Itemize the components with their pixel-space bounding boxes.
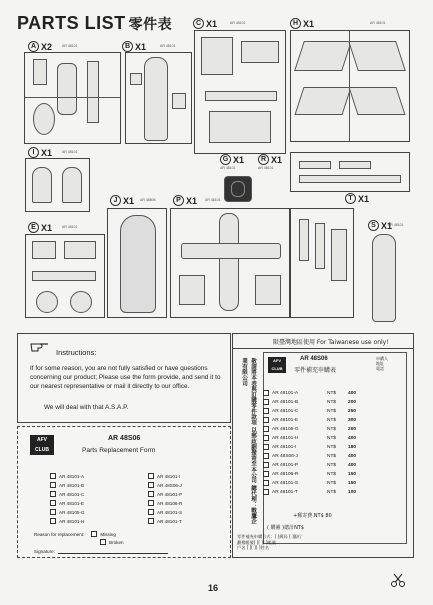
sprue-t-frame (290, 208, 354, 318)
checkbox[interactable] (263, 426, 269, 432)
footer-line: 劃撥帳號[ ][ ][ ]帳號 (237, 539, 276, 545)
item-code: AR 48101-B (59, 482, 85, 488)
sprue-r-part (299, 175, 401, 183)
row-code: AR 48101-A (272, 390, 299, 396)
reason-row-2 (100, 539, 124, 545)
sprue-r-part (339, 161, 371, 169)
row-price: NT$ (327, 480, 337, 486)
form-title: Parts Replacement Form (82, 447, 156, 454)
row-code: AR 48101-E (272, 417, 299, 423)
sprue-a-part (57, 63, 77, 115)
sprue-c-part (241, 41, 279, 63)
taiwan-code: AR 48S06 (300, 356, 328, 362)
checkbox[interactable] (148, 491, 154, 497)
sprue-h-part (294, 41, 352, 71)
sprue-s-count: X1 (381, 220, 393, 231)
sprue-e-letter: E (28, 222, 39, 233)
page-title (17, 13, 172, 34)
row-price: NT$ (327, 390, 337, 396)
sprue-b-part (130, 73, 142, 85)
sprue-p-code: AR 48101 (205, 198, 221, 202)
sprue-h-part (348, 87, 405, 115)
footer-line: 戶名 [ ][ ][ ]姓名 (237, 545, 269, 550)
reason-missing: Missing (100, 531, 116, 537)
sprue-h-count: X1 (303, 18, 315, 29)
item-code: AR 48101-C (59, 491, 85, 497)
form-item-right-4[interactable] (148, 509, 182, 515)
sprue-r-part (299, 161, 331, 169)
sprue-g-letter: G (220, 154, 231, 165)
sprue-j-label (110, 195, 134, 206)
notice-line: 總代理：戰鷹企業有限公司 (241, 358, 256, 525)
sprue-p-wing (181, 243, 281, 259)
taiwan-row[interactable] (263, 480, 356, 486)
afv-club-logo: AFV CLUB (30, 435, 54, 455)
checkbox[interactable] (263, 435, 269, 441)
sprue-c-label (193, 18, 217, 29)
instructions-body: If for some reason, you are not fully satisfied or have questions concerning our product; Please use the form provide, and send it to our nearest representative or mail it directly to our office. (30, 365, 221, 390)
row-price: NT$ (327, 417, 337, 423)
sprue-p-label (173, 195, 197, 206)
taiwan-row[interactable] (263, 390, 356, 396)
scissors-icon (390, 572, 406, 588)
form-item-left-2[interactable] (50, 491, 84, 497)
item-code: AR 48105-G (59, 509, 85, 515)
replacement-form (17, 426, 231, 558)
row-price: NT$ (327, 462, 337, 468)
sprue-j-frame (107, 208, 167, 318)
row-qty: 300 (348, 417, 357, 423)
row-qty: 400 (348, 390, 357, 396)
taiwan-header: 限臺灣地區使用 For Taiwanese use only! (273, 339, 389, 346)
taiwan-applicant: 申購人 地址 電話 (376, 356, 388, 371)
sprue-e-part (64, 241, 96, 259)
row-price: NT$ (327, 399, 337, 405)
checkbox[interactable] (50, 482, 56, 488)
sprue-e-count: X1 (41, 222, 53, 233)
sprue-i-frame (25, 158, 90, 212)
reason-row (34, 531, 116, 537)
checkbox[interactable] (263, 489, 269, 495)
row-code: AR 48101-C (272, 408, 299, 414)
sprue-c-part (201, 37, 233, 75)
checkbox[interactable] (263, 444, 269, 450)
sprue-j-letter: J (110, 195, 121, 206)
checkbox[interactable] (263, 408, 269, 414)
sprue-i-label (28, 147, 52, 158)
sprue-b-part (144, 57, 168, 141)
form-item-left-5[interactable] (50, 518, 84, 524)
row-price: NT$ (327, 444, 337, 450)
sprue-t-part (315, 223, 325, 269)
form-item-left-3[interactable] (50, 500, 84, 506)
signature-label: Signature: (34, 548, 55, 554)
sprue-g-code: AR 48101 (220, 166, 236, 170)
sprue-c-count: X1 (206, 18, 218, 29)
checkbox[interactable] (148, 500, 154, 506)
sprue-t-count: X1 (358, 193, 370, 204)
sprue-e-part (70, 291, 92, 313)
row-qty: 400 (348, 462, 357, 468)
taiwan-row[interactable] (263, 399, 356, 405)
checkbox[interactable] (50, 509, 56, 515)
sprue-b-part (172, 93, 186, 109)
instructions-box (17, 333, 231, 423)
checkbox[interactable] (263, 399, 269, 405)
sprue-c-code: AR 48101 (230, 21, 246, 25)
row-code: AR 48101-T (272, 489, 298, 495)
sprue-t-letter: T (345, 193, 356, 204)
form-item-left-0[interactable] (50, 473, 84, 479)
row-code: AR 48105-G (272, 426, 299, 432)
sprue-a-part (33, 103, 55, 135)
page-number: 16 (208, 583, 219, 593)
signature-line[interactable] (58, 548, 168, 554)
row-qty: 400 (348, 435, 357, 441)
title-cn: 零件表 (128, 17, 173, 33)
sprue-s-code: AR 48101 (388, 223, 404, 227)
pointing-hand-icon (30, 339, 50, 353)
item-code: AR 48S06-J (157, 482, 182, 488)
sprue-b-letter: B (122, 41, 133, 52)
sprue-a-letter: A (28, 41, 39, 52)
taiwan-row[interactable] (263, 489, 356, 495)
taiwan-row[interactable] (263, 417, 356, 423)
signature-row (34, 548, 168, 554)
sprue-j-code: AR 48806 (140, 198, 156, 202)
sprue-t-part (331, 229, 347, 281)
checkbox[interactable] (148, 518, 154, 524)
item-code: AR 48101-H (59, 518, 85, 524)
taiwan-total: ( 購補 )總計NT$ (267, 525, 305, 531)
taiwan-row[interactable] (263, 471, 356, 477)
row-qty: 400 (348, 453, 357, 459)
sprue-c-frame (194, 30, 286, 154)
sprue-b-count: X1 (135, 41, 147, 52)
taiwan-row[interactable] (263, 408, 356, 414)
form-item-right-1[interactable] (148, 482, 182, 488)
sprue-a-part (33, 59, 47, 85)
sprue-a-count: X2 (41, 41, 53, 52)
checkbox[interactable] (263, 453, 269, 459)
taiwan-row[interactable] (263, 462, 356, 468)
row-price: NT$ (327, 408, 337, 414)
reason-broken: Broken (109, 539, 124, 545)
sprue-h-letter: H (290, 18, 301, 29)
sprue-e-part (32, 241, 56, 259)
sprue-e-part (36, 291, 58, 313)
sprue-a-part (87, 61, 99, 123)
sprue-g-count: X1 (233, 154, 245, 165)
sprue-r-letter: R (258, 154, 269, 165)
checkbox[interactable] (148, 482, 154, 488)
row-qty: 150 (348, 480, 357, 486)
sprue-i-code: AR 48101 (62, 150, 78, 154)
row-price: NT$ (327, 471, 337, 477)
checkbox[interactable] (148, 473, 154, 479)
reason-label: Reason for replacement: (34, 531, 85, 537)
row-code: AR 48S06-J (272, 453, 298, 459)
sprue-r-frame (290, 152, 410, 192)
sprue-r-count: X1 (271, 154, 283, 165)
row-price: NT$ (327, 426, 337, 432)
row-price: NT$ (327, 435, 337, 441)
sprue-h-frame (290, 30, 410, 142)
sprue-i-part (32, 167, 52, 203)
form-item-left-1[interactable] (50, 482, 84, 488)
checkbox[interactable] (263, 390, 269, 396)
row-price: NT$ (327, 453, 337, 459)
form-item-right-2[interactable] (148, 491, 182, 497)
row-code: AR 48101-P (272, 462, 299, 468)
form-item-right-3[interactable] (148, 500, 182, 506)
sprue-e-label (28, 222, 52, 233)
sprue-g-clear-part (224, 176, 252, 202)
title-en: PARTS LIST (17, 13, 126, 33)
taiwan-divider (233, 348, 413, 349)
form-item-right-0[interactable] (148, 473, 180, 479)
sprue-i-count: X1 (41, 147, 53, 158)
sprue-p-count: X1 (186, 195, 198, 206)
afv-club-logo: AFV CLUB (268, 357, 286, 373)
sprue-c-letter: C (193, 18, 204, 29)
row-code: AR 48101-B (272, 399, 299, 405)
item-code: AR 48101-S (157, 509, 183, 515)
sprue-c-part (205, 91, 277, 101)
row-qty: 250 (348, 408, 357, 414)
taiwan-footer (237, 534, 302, 551)
checkbox[interactable] (148, 509, 154, 515)
sprue-runner (349, 31, 350, 141)
checkbox[interactable] (50, 500, 56, 506)
sprue-h-label (290, 18, 314, 29)
item-code: AR 48101-I (157, 473, 181, 479)
item-code: AR 48106-R (157, 500, 183, 506)
instructions-closing: We will deal with that A.S.A.P. (44, 404, 129, 411)
item-code: AR 48101-P (157, 491, 183, 497)
taiwan-row[interactable] (263, 444, 356, 450)
missing-checkbox[interactable] (91, 531, 97, 537)
checkbox[interactable] (263, 471, 269, 477)
taiwan-order-form (232, 333, 414, 558)
sprue-h-part (294, 87, 351, 115)
sprue-t-part (299, 219, 309, 261)
sprue-t-label (345, 193, 369, 204)
checkbox[interactable] (263, 462, 269, 468)
sprue-a-frame (24, 52, 121, 144)
item-code: AR 48101-E (59, 500, 85, 506)
broken-checkbox[interactable] (100, 539, 106, 545)
notice-line: 敬請將本表與訂購零件款項 (250, 358, 256, 426)
instructions-title: Instructions: (56, 348, 97, 357)
sprue-a-code: AR 48101 (62, 44, 78, 48)
taiwan-row[interactable] (263, 453, 356, 459)
sprue-s-part (372, 234, 396, 322)
sprue-s-letter: S (368, 220, 379, 231)
sprue-h-code: AR 48101 (370, 21, 386, 25)
sprue-g-label (220, 154, 244, 165)
row-code: AR 48101-H (272, 435, 299, 441)
notice-line: 以郵政劃撥寄至本公司 (250, 427, 256, 484)
item-code: AR 48101-A (59, 473, 85, 479)
checkbox[interactable] (263, 480, 269, 486)
sprue-i-letter: I (28, 147, 39, 158)
row-code: AR 48101-I (272, 444, 297, 450)
taiwan-row[interactable] (263, 426, 356, 432)
checkbox[interactable] (50, 518, 56, 524)
sprue-c-part (209, 111, 271, 143)
item-code: AR 48101-T (157, 518, 182, 524)
row-code: AR 48106-R (272, 471, 299, 477)
row-qty: 180 (348, 444, 357, 450)
row-qty: 150 (348, 471, 357, 477)
sprue-r-label (258, 154, 282, 165)
sprue-r-code: AR 48101 (258, 166, 274, 170)
sprue-p-fuselage (219, 213, 239, 311)
sprue-b-frame (125, 52, 192, 144)
taiwan-notice (239, 358, 257, 528)
taiwan-row[interactable] (263, 435, 356, 441)
sprue-e-frame (25, 234, 105, 318)
row-code: AR 48101-S (272, 480, 299, 486)
sprue-runner (25, 97, 120, 98)
sprue-b-label (122, 41, 146, 52)
sprue-b-code: AR 48101 (160, 44, 176, 48)
taiwan-postage: +郵寄費 NT$ 80 (293, 513, 332, 519)
sprue-i-part (62, 167, 82, 203)
sprue-p-part (179, 275, 205, 305)
form-code: AR 48S06 (108, 435, 141, 442)
sprue-j-part (120, 215, 156, 313)
taiwan-title: 零件補充申購表 (294, 367, 337, 374)
sprue-a-label (28, 41, 52, 52)
form-item-right-5[interactable] (148, 518, 182, 524)
row-qty: 200 (348, 399, 357, 405)
sprue-h-part (348, 41, 406, 71)
form-item-left-4[interactable] (50, 509, 85, 515)
sprue-j-count: X1 (123, 195, 135, 206)
row-qty: 100 (348, 489, 357, 495)
row-qty: 200 (348, 426, 357, 432)
sprue-p-part (255, 275, 281, 305)
row-price: NT$ (327, 489, 337, 495)
sprue-p-letter: P (173, 195, 184, 206)
sprue-e-code: AR 48101 (62, 225, 78, 229)
checkbox[interactable] (50, 491, 56, 497)
footer-line: 零件補充申購方式：[ ]郵局 [ ]銀行 (237, 534, 302, 539)
sprue-e-part (32, 271, 96, 281)
sprue-p-frame (170, 208, 290, 318)
checkbox[interactable] (263, 417, 269, 423)
checkbox[interactable] (50, 473, 56, 479)
